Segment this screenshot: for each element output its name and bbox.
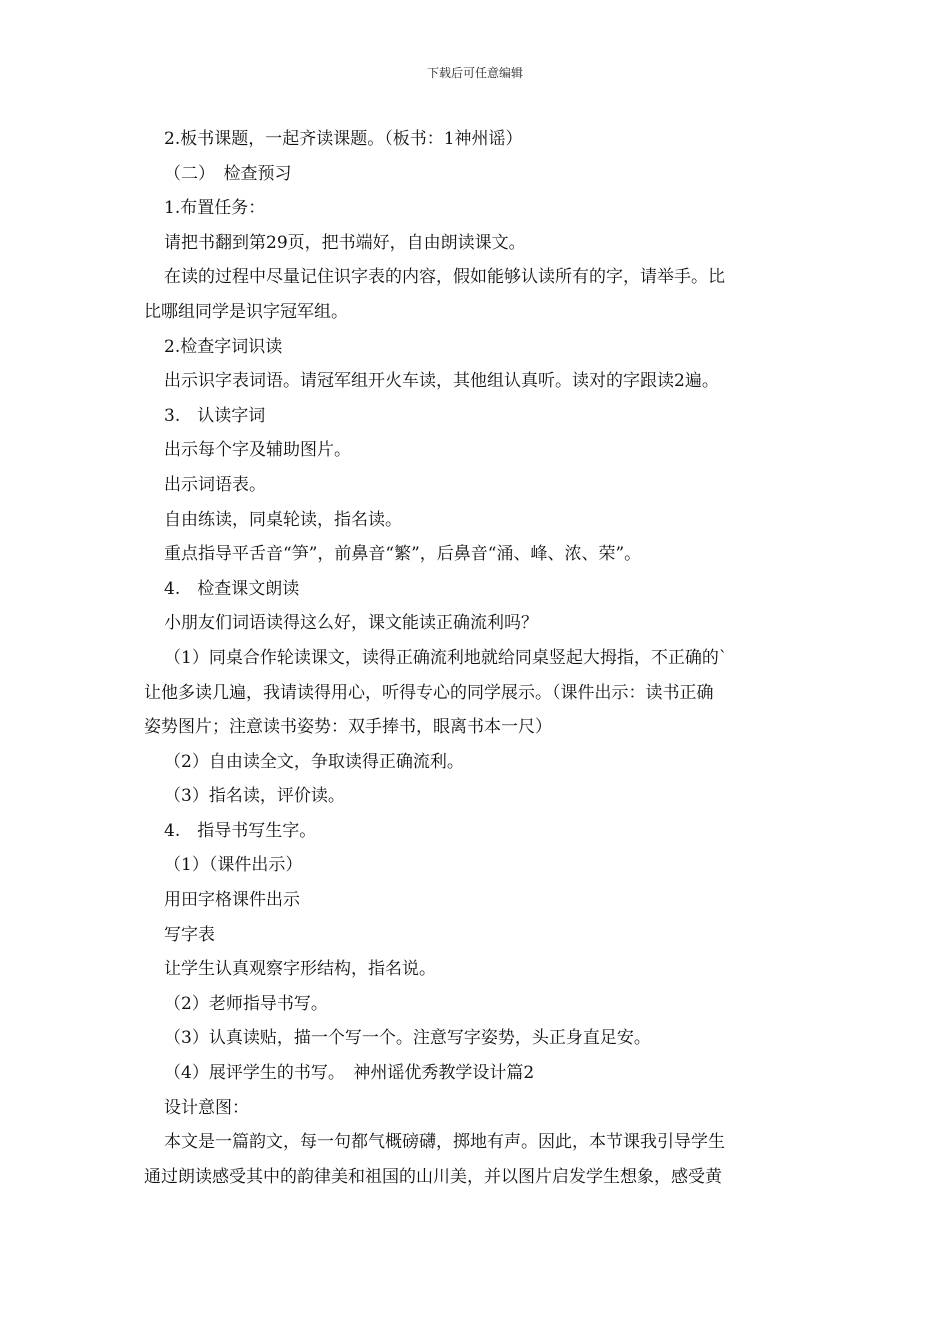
document-body: [144, 122, 808, 1194]
paragraph-line: 比哪组同学是识字冠军组。: [144, 301, 348, 322]
paragraph-line: 自由练读，同桌轮读，指名读。: [164, 509, 402, 530]
paragraph-line: 出示每个字及辅助图片。: [164, 440, 351, 461]
paragraph-line: （4）展评学生的书写。 神州谣优秀教学设计篇2: [164, 1063, 535, 1084]
section-heading: （二） 检查预习: [164, 163, 292, 184]
paragraph-line: （2）自由读全文，争取读得正确流利。: [164, 751, 464, 772]
paragraph-line: （2）老师指导书写。: [164, 993, 328, 1014]
paragraph-line: 通过朗读感受其中的韵律美和祖国的山川美，并以图片启发学生想象，感受黄: [144, 1166, 722, 1187]
paragraph-line: 让他多读几遍，我请读得用心，听得专心的同学展示。（课件出示：读书正确: [144, 682, 714, 703]
paragraph-line: 1.布置任务：: [164, 198, 266, 219]
paragraph-line: 姿势图片；注意读书姿势：双手捧书，眼离书本一尺）: [144, 717, 552, 738]
paragraph-line: 2.板书课题，一起齐读课题。（板书：1神州谣）: [164, 129, 523, 149]
paragraph-line: 在读的过程中尽量记住识字表的内容，假如能够认读所有的字，请举手。比: [164, 267, 725, 288]
paragraph-line: （3）指名读，评价读。: [164, 786, 345, 807]
paragraph-line: 小朋友们词语读得这么好，课文能读正确流利吗？: [164, 613, 538, 634]
paragraph-line: （1）（课件出示）: [164, 855, 303, 876]
paragraph-line: 请把书翻到第29页，把书端好，自由朗读课文。: [164, 232, 526, 253]
paragraph-line: 3. 认读字词: [164, 405, 266, 426]
paragraph-line: 让学生认真观察字形结构，指名说。: [164, 959, 436, 980]
paragraph-line: 出示词语表。: [164, 474, 266, 495]
paragraph-line: 4. 指导书写生字。: [164, 820, 317, 841]
paragraph-line: 出示识字表词语。请冠军组开火车读，其他组认真听。读对的字跟读2遍。: [164, 371, 719, 392]
paragraph-line: 用田字格课件出示: [164, 890, 300, 911]
paragraph-line: 写字表: [164, 924, 215, 945]
paragraph-line: （3）认真读贴，描一个写一个。注意写字姿势，头正身直足安。: [164, 1028, 651, 1049]
paragraph-line: 4. 检查课文朗读: [164, 578, 300, 599]
paragraph-line: 设计意图：: [164, 1097, 249, 1118]
paragraph-line: （1）同桌合作轮读课文，读得正确流利地就给同桌竖起大拇指，不正确的`: [164, 647, 728, 668]
page-header: 下载后可任意编辑: [426, 66, 523, 80]
paragraph-line: 本文是一篇韵文，每一句都气概磅礴，掷地有声。因此，本节课我引导学生: [164, 1132, 725, 1153]
paragraph-line: 重点指导平舌音“笋”，前鼻音“繁”，后鼻音“涌、峰、浓、荣”。: [164, 544, 642, 565]
paragraph-line: 2.检查字词识读: [164, 336, 283, 357]
